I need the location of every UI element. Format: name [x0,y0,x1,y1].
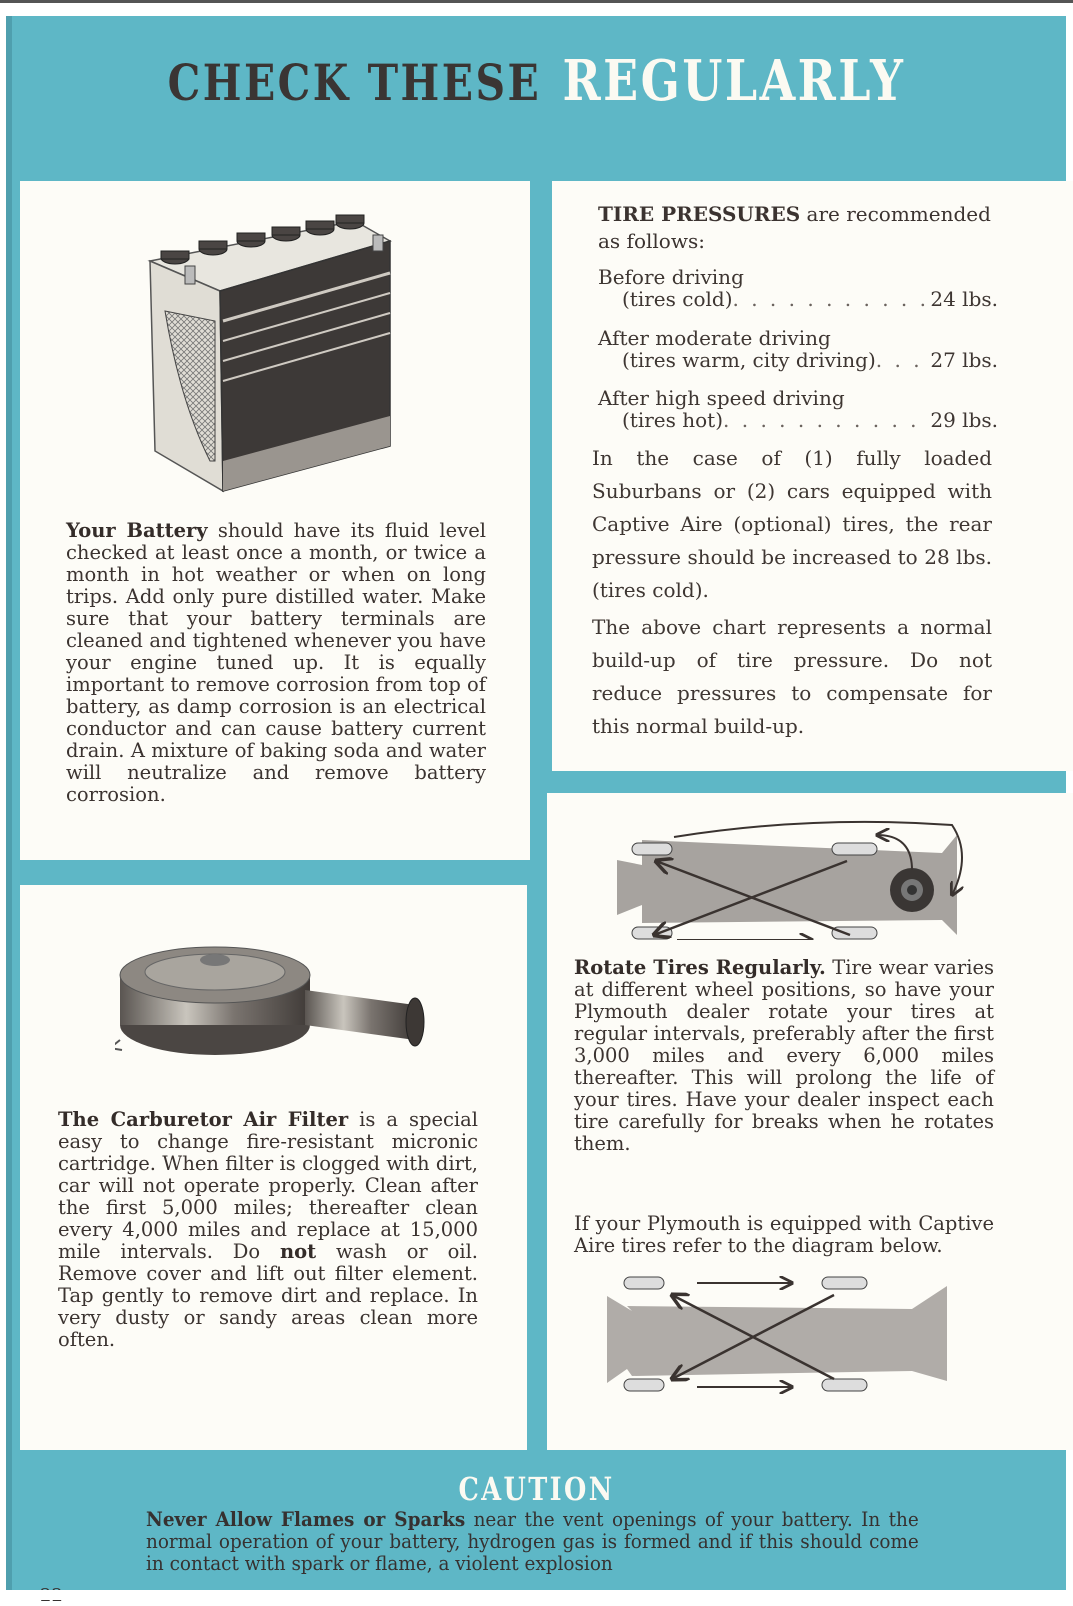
scan-bottom-edge [0,1590,1073,1600]
pressure-row-cold [598,266,998,310]
buildup-note: The above chart represents a normal build-up of tire pressure. Do not reduce pressures to compensate for this normal build-up. [592,615,992,738]
caution-text [146,1508,919,1574]
title-regularly: REGULARLY [562,48,906,114]
air-filter-body-1: is a special easy to change fire-resistant micronic cartridge. When filter is clogged with dirt, car will not operate properly. Clean after the first 5,000 miles; thereafter clean every 4,000 miles and replace at 15,000 mile intervals. Do [58,1108,478,1263]
air-filter-body-2: wash or oil. Remove cover and lift out filter element. Tap gently to remove dirt and replace. In very dusty or sandy areas clean more often. [58,1240,478,1351]
page-title [97,48,977,114]
battery-panel [20,181,530,860]
dot-leader [723,409,930,431]
captive-aire-note: If your Plymouth is equipped with Captive Aire tires refer to the diagram below. [574,1212,994,1257]
air-filter-illustration [115,930,435,1060]
four-tire-rotation-diagram [602,1271,952,1396]
pressure-value: 29 lbs. [930,408,998,432]
five-tire-rotation-diagram [612,795,972,940]
caution-body: near the vent openings of your battery. In the normal operation of your battery, hydrogen gas is formed and if this should come in contact with spark or flame, a violent explosion [146,1507,919,1575]
pressure-label: Before driving [598,265,744,289]
tire-pressures-panel [552,181,1073,771]
air-filter-emphasis: not [279,1240,317,1263]
rotate-tires-description [574,957,994,1155]
battery-heading: Your Battery [66,519,208,542]
tire-pressures-intro [598,201,1008,255]
pressure-condition: (tires warm, city driving) [622,348,876,372]
title-check-these: CHECK THESE [167,53,542,112]
battery-body: should have its fluid level checked at least once a month, or twice a month in hot weather or when on long trips. Add only pure distilled water. Make sure that your battery terminals are cleaned and tightened whenever you have your engine tuned up. It is equally important to remove corrosion from top of battery, as damp corrosion is an electrical conductor and can cause battery current drain. A mixture of baking soda and water will neutralize and remove battery corrosion. [66,519,486,806]
pressure-condition: (tires hot) [622,408,724,432]
battery-illustration [145,211,395,496]
air-filter-panel [20,885,527,1450]
pressure-label: After high speed driving [598,386,845,410]
pressure-condition: (tires cold) [622,287,733,311]
pressure-row-warm [598,327,998,371]
pressure-row-hot [598,387,998,431]
air-filter-description [58,1109,478,1351]
rotate-tires-panel [547,793,1073,1450]
air-filter-heading: The Carburetor Air Filter [58,1108,349,1131]
dot-leader [876,349,931,371]
pressure-value: 27 lbs. [930,348,998,372]
pressure-label: After moderate driving [598,326,831,350]
dot-leader [733,288,931,310]
tire-pressures-heading: TIRE PRESSURES [598,202,801,226]
pressure-value: 24 lbs. [930,287,998,311]
rotate-tires-body: Tire wear varies at different wheel positions, so have your Plymouth dealer rotate your tires at regular intervals, preferably after the first 3,000 miles and every 6,000 miles thereafter. This will prolong the life of your tires. Have your dealer inspect each tire carefully for breaks when he rotates them. [574,956,994,1155]
rotate-tires-heading: Rotate Tires Regularly. [574,956,826,979]
caution-heading: Never Allow Flames or Sparks [146,1507,466,1531]
caution-title: CAUTION [458,1470,615,1508]
battery-description [66,520,486,806]
suburban-note: In the case of (1) fully loaded Suburbans or (2) cars equipped with Captive Aire (optional) tires, the rear pressure should be increased to 28 lbs. (tires cold). [592,446,992,602]
scan-top-edge [0,0,1073,3]
tire-pressures-intro-text: are recommended as follows: [598,202,991,253]
